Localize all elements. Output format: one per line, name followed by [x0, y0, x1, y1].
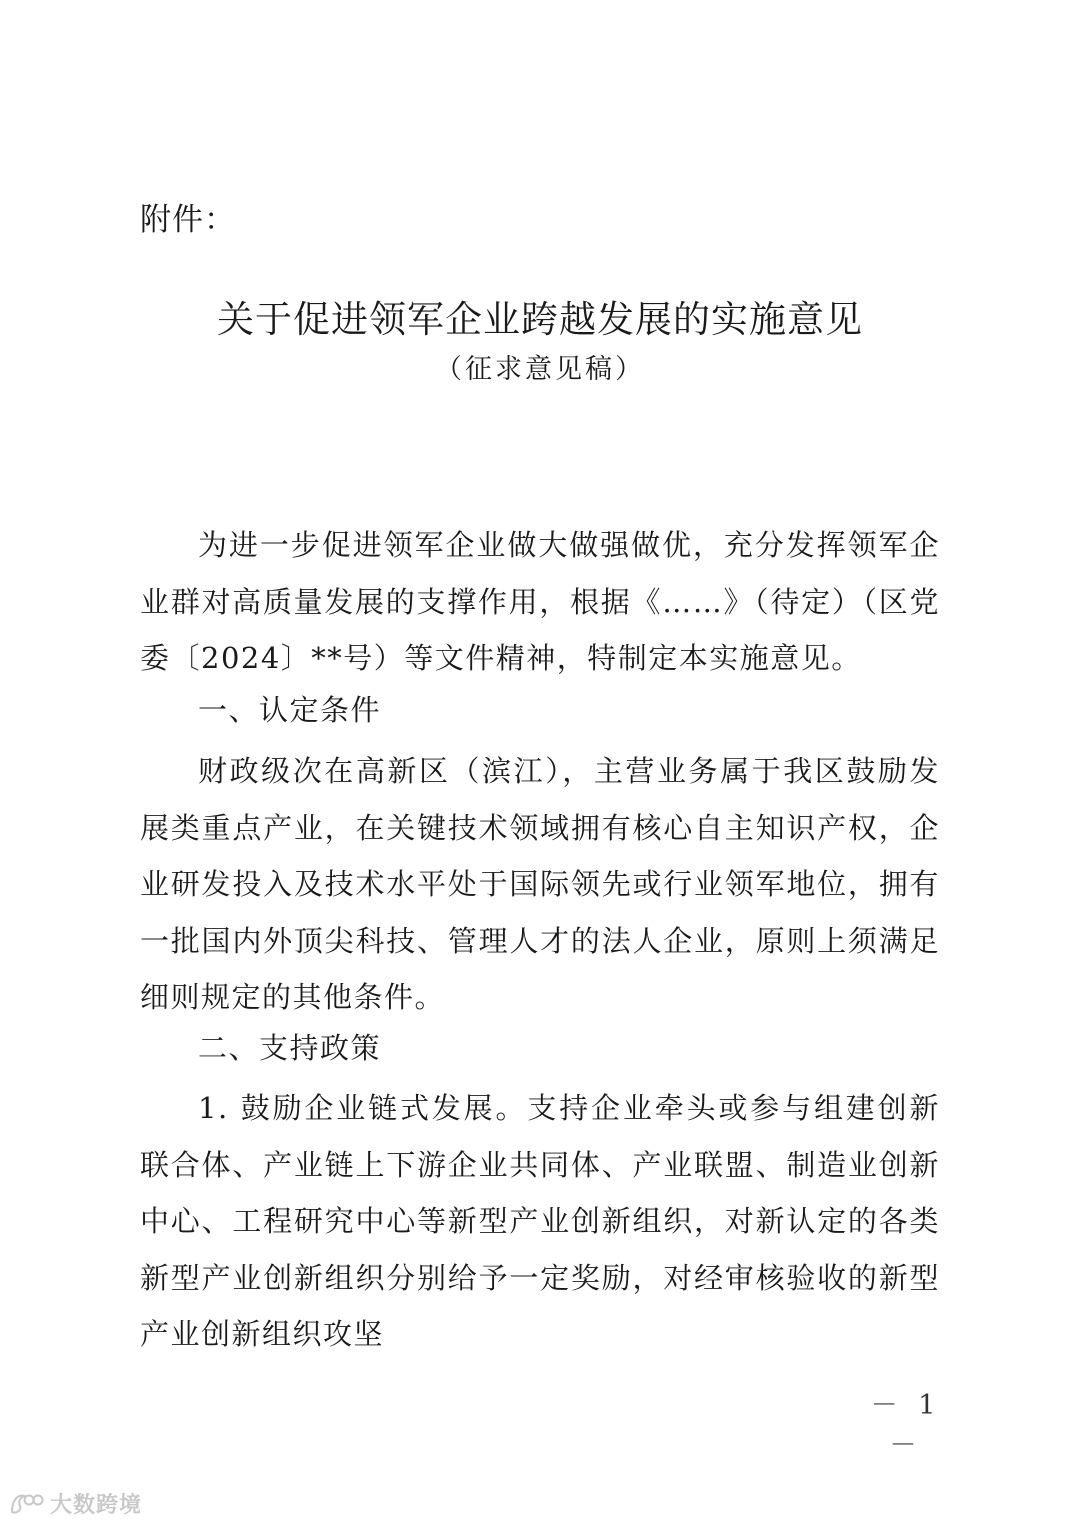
policy-item-1 — [140, 1080, 940, 1363]
watermark-text: 大数跨境 — [50, 1493, 143, 1518]
intro-section — [140, 517, 940, 687]
policy-item-1-lead: 1. 鼓励企业链式发展。 — [198, 1091, 528, 1125]
watermark — [8, 1488, 142, 1519]
section-heading-conditions: 一、认定条件 — [198, 693, 382, 727]
conditions-section — [140, 743, 940, 1026]
document-title: 关于促进领军企业跨越发展的实施意见 — [217, 298, 863, 341]
page-number: － 1 － — [870, 1390, 942, 1461]
policy-item-1-text: 支持企业牵头或参与组建创新联合体、产业链上下游企业共同体、产业联盟、制造业创新中心、工程研究中心等新型产业创新组织，对新认定的各类新型产业创新组织分别给予一定奖励，对经审核验收的新型产业创新组织攻坚 — [140, 1091, 940, 1351]
intro-paragraph: 为进一步促进领军企业做大做强做优，充分发挥领军企业群对高质量发展的支撑作用，根据《……》（待定）（区党委〔2024〕**号）等文件精神，特制定本实施意见。 — [140, 528, 940, 675]
watermark-logo-icon — [8, 1490, 44, 1518]
conditions-paragraph: 财政级次在高新区（滨江），主营业务属于我区鼓励发展类重点产业，在关键技术领域拥有核心自主知识产权，企业研发投入及技术水平处于国际领先或行业领军地位，拥有一批国内外顶尖科技、管理人才的法人企业，原则上须满足细则规定的其他条件。 — [140, 754, 940, 1014]
policies-section — [140, 1080, 940, 1363]
attachment-label: 附件： — [140, 202, 236, 238]
section-heading-policies: 二、支持政策 — [198, 1031, 382, 1065]
document-subtitle: （征求意见稿） — [435, 354, 645, 385]
